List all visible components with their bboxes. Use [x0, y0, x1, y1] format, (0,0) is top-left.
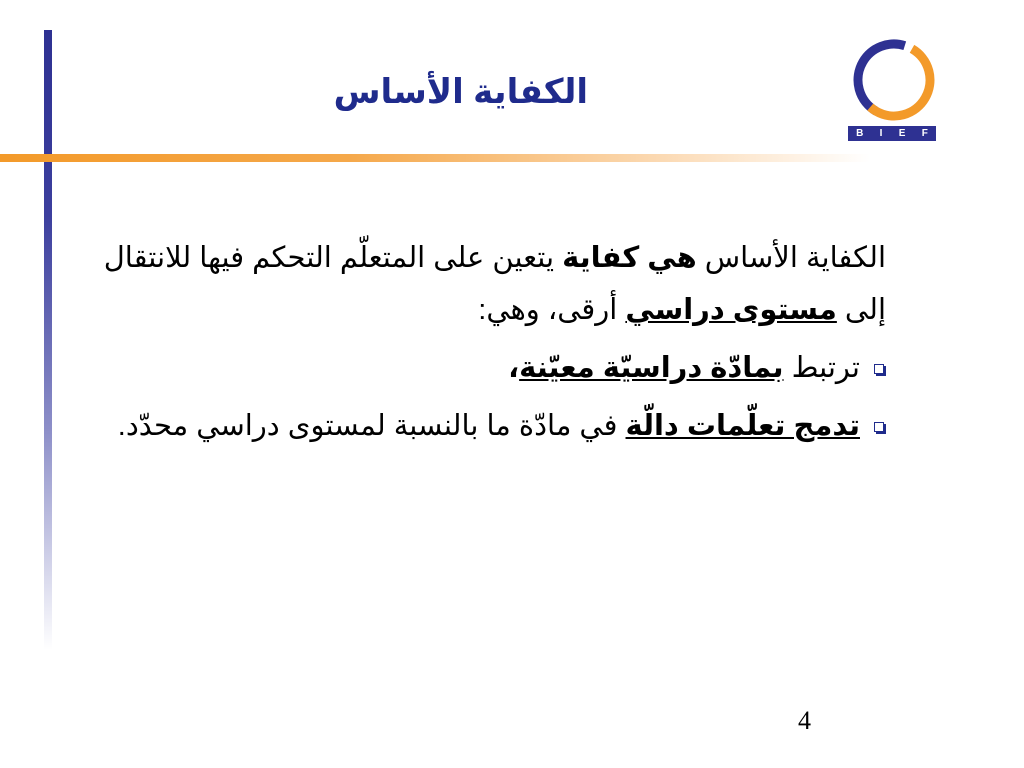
- slide-body: [90, 232, 886, 452]
- intro-text: يتعين على المتعلّم التحكم فيها للانتقال إلى: [103, 242, 886, 326]
- logo-letter: F: [921, 128, 928, 139]
- bullet-text: ترتبط: [783, 352, 860, 384]
- bullet-item-2: [90, 400, 886, 452]
- horizontal-accent-bar: [0, 154, 870, 162]
- intro-text: أرقى، وهي:: [478, 294, 626, 326]
- intro-paragraph: [90, 232, 886, 336]
- logo-text-bar: [848, 126, 936, 141]
- vertical-accent-bar: [44, 30, 52, 650]
- bullet-text: ،: [508, 352, 520, 384]
- logo-letter: I: [879, 128, 883, 139]
- square-bullet-icon: [874, 364, 884, 374]
- intro-bold-text: هي كفاية: [562, 242, 697, 274]
- bullet-emphasis-text: تدمج تعلّمات دالّة: [625, 410, 860, 442]
- square-bullet-icon: [874, 422, 884, 432]
- logo-letter: E: [898, 128, 906, 139]
- bullet-item-1: [90, 342, 886, 394]
- intro-text: الكفاية الأساس: [696, 242, 886, 274]
- intro-emphasis-text: مستوى دراسي: [625, 294, 837, 326]
- page-number: 4: [798, 706, 811, 735]
- slide-title: الكفاية الأساس: [333, 73, 588, 111]
- logo-letter: B: [856, 128, 864, 139]
- bullet-emphasis-text: بمادّة دراسيّة معيّنة: [519, 352, 784, 384]
- bullet-text: في مادّة ما بالنسبة لمستوى دراسي محدّد.: [117, 410, 626, 442]
